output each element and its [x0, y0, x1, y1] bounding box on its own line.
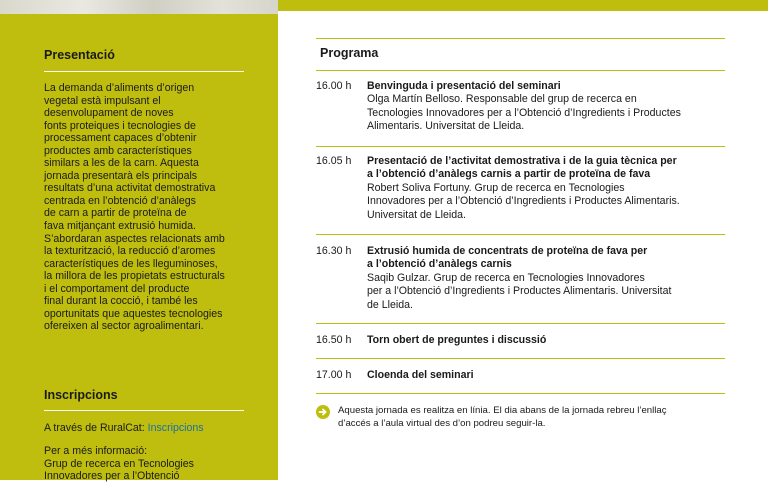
- presentation-title: Presentació: [44, 48, 115, 62]
- registration-text: [44, 422, 254, 435]
- top-accent-band: [278, 0, 768, 11]
- program-item-title: Presentació de l’activitat demostrativa i de la guia tècnica per: [367, 155, 677, 167]
- presentation-line: característiques de les lleguminoses,: [44, 257, 218, 270]
- presentation-line: jornada presentarà els principals: [44, 169, 198, 182]
- presentation-line: vegetal està impulsant el: [44, 94, 161, 107]
- presentation-line: la millora de les propietats estructurals: [44, 270, 225, 283]
- program-item-desc: Saqib Gulzar. Grup de recerca en Tecnologies Innovadores: [367, 271, 645, 284]
- info-text: [44, 445, 254, 483]
- note-line: Aquesta jornada es realitza en línia. El dia abans de la jornada rebreu l’enllaç: [338, 405, 667, 416]
- program-body: [367, 369, 727, 382]
- registration-title: Inscripcions: [44, 388, 118, 402]
- presentation-line: fonts proteiques i tecnologies de: [44, 119, 196, 132]
- program-time: 16.00 h: [316, 80, 352, 92]
- presentation-text: [44, 82, 254, 333]
- program-item-desc: Robert Soliva Fortuny. Grup de recerca en Tecnologies: [367, 181, 625, 194]
- program-time: 16.05 h: [316, 155, 352, 167]
- sidebar-panel: [0, 0, 278, 483]
- program-divider: [316, 393, 725, 394]
- presentation-line: de carn a partir de proteïna de: [44, 207, 187, 220]
- program-item-title: Torn obert de preguntes i discussió: [367, 334, 547, 346]
- program-time: 16.50 h: [316, 334, 352, 346]
- program-item-desc: Olga Martín Belloso. Responsable del grup de recerca en: [367, 93, 637, 106]
- header-photo: [0, 0, 278, 14]
- program-item-title: Benvinguda i presentació del seminari: [367, 80, 561, 92]
- program-item-title: Extrusió humida de concentrats de proteïna de fava per: [367, 245, 648, 257]
- program-item-desc: Tecnologies Innovadores per a l’Obtenció d’Ingredients i Productes: [367, 106, 681, 119]
- presentation-line: similars a les de la carn. Aquesta: [44, 157, 199, 170]
- program-divider: [316, 146, 725, 147]
- program-divider: [316, 323, 725, 324]
- program-divider: [316, 70, 725, 71]
- presentation-divider: [44, 71, 244, 72]
- program-title: Programa: [320, 46, 379, 60]
- presentation-line: la texturització, la reducció d’aromes: [44, 245, 216, 258]
- online-note-text: [338, 405, 738, 430]
- arrow-right-circle-icon: [316, 405, 330, 419]
- presentation-line: S’abordaran aspectes relacionats amb: [44, 232, 225, 245]
- program-item-title: Cloenda del seminari: [367, 369, 474, 381]
- program-time: 16.30 h: [316, 245, 352, 257]
- program-time: 17.00 h: [316, 369, 352, 381]
- program-body: [367, 245, 727, 312]
- program-divider: [316, 358, 725, 359]
- info-line: Per a més informació:: [44, 445, 148, 457]
- program-body: [367, 155, 727, 222]
- info-line: Grup de recerca en Tecnologies: [44, 457, 194, 470]
- program-divider: [316, 234, 725, 235]
- presentation-line: La demanda d’aliments d’origen: [44, 82, 195, 94]
- program-body: [367, 334, 727, 347]
- presentation-line: desenvolupament de noves: [44, 107, 174, 120]
- program-item-title: a l’obtenció d’anàlegs carnis a partir de proteïna de fava: [367, 168, 651, 181]
- program-item-desc: Universitat de Lleida.: [367, 208, 466, 221]
- presentation-line: i el comportament del producte: [44, 282, 190, 295]
- presentation-line: processament capaces d’obtenir: [44, 132, 197, 145]
- presentation-line: oportunitats que aquestes tecnologies: [44, 307, 223, 320]
- program-divider: [316, 38, 725, 39]
- presentation-line: resultats d’una activitat demostrativa: [44, 182, 216, 195]
- program-item-desc: Innovadores per a l’Obtenció d’Ingredients i Productes Alimentaris.: [367, 195, 680, 208]
- presentation-line: final durant la cocció, i també les: [44, 295, 198, 308]
- note-line: d’accés a l’aula virtual des d’on podreu seguir-la.: [338, 417, 546, 429]
- registration-divider: [44, 410, 244, 411]
- program-item-desc: Alimentaris. Universitat de Lleida.: [367, 120, 525, 133]
- registration-prefix: A través de RuralCat:: [44, 422, 148, 434]
- presentation-line: ofereixen al sector agroalimentari.: [44, 320, 204, 333]
- presentation-line: fava mitjançant extrusió humida.: [44, 220, 196, 233]
- info-line: Innovadores per a l’Obtenció: [44, 470, 180, 483]
- program-body: [367, 80, 727, 134]
- presentation-line: centrada en l’obtenció d’anàlegs: [44, 194, 196, 207]
- program-item-desc: per a l’Obtenció d’Ingredients i Productes Alimentaris. Universitat: [367, 285, 672, 298]
- registration-link[interactable]: Inscripcions: [147, 422, 204, 434]
- program-item-desc: de Lleida.: [367, 298, 413, 311]
- program-item-title: a l’obtenció d’anàlegs carnis: [367, 258, 512, 271]
- presentation-line: productes amb característiques: [44, 144, 192, 157]
